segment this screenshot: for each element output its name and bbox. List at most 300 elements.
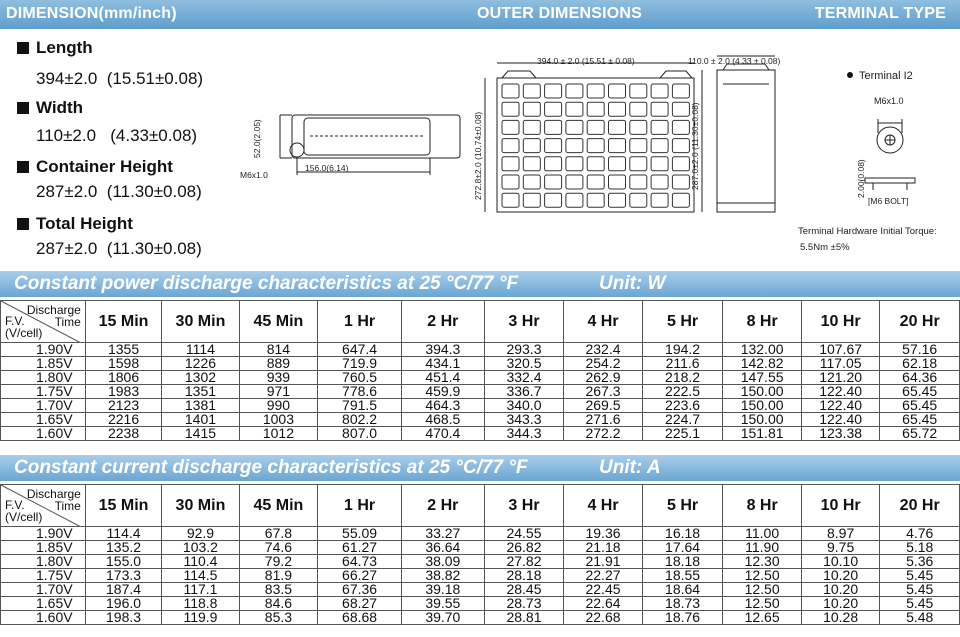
table-cell: 5.36 <box>880 555 960 569</box>
table-cell: 155.0 <box>85 555 161 569</box>
cell-block <box>502 120 519 134</box>
table-cell: 5.48 <box>880 611 960 625</box>
table-cell: 262.9 <box>564 371 643 385</box>
final-voltage-cell: 1.90V <box>1 343 86 357</box>
column-header: 45 Min <box>239 485 318 527</box>
table-cell: 807.0 <box>318 427 402 441</box>
battery-side-view <box>717 56 775 212</box>
cell-block <box>566 120 583 134</box>
cell-block <box>651 157 668 171</box>
cell-block <box>502 175 519 189</box>
table-cell: 4.76 <box>880 527 960 541</box>
column-header: 2 Hr <box>401 301 484 343</box>
table-cell: 65.45 <box>880 399 960 413</box>
table-cell: 269.5 <box>564 399 643 413</box>
cell-block <box>566 193 583 207</box>
table-cell: 802.2 <box>318 413 402 427</box>
front-view-total-height-label: 272.8±2.0 (10.74±0.08) <box>473 111 483 200</box>
column-header: 15 Min <box>85 301 161 343</box>
table-cell: 791.5 <box>318 399 402 413</box>
table-cell: 1401 <box>162 413 239 427</box>
table-cell: 26.82 <box>484 541 564 555</box>
column-header: 30 Min <box>162 301 239 343</box>
cell-block <box>609 193 626 207</box>
table-cell: 17.64 <box>642 541 723 555</box>
cell-block <box>502 157 519 171</box>
cell-block <box>502 102 519 116</box>
table-cell: 27.82 <box>484 555 564 569</box>
cell-block <box>545 139 562 153</box>
final-voltage-cell: 1.60V <box>1 427 86 441</box>
table-cell: 464.3 <box>401 399 484 413</box>
table-cell: 470.4 <box>401 427 484 441</box>
cell-block <box>523 139 540 153</box>
table-row <box>1 385 960 399</box>
cell-block <box>545 102 562 116</box>
table-cell: 150.00 <box>723 385 802 399</box>
table-cell: 81.9 <box>239 569 318 583</box>
bullet-square-icon <box>17 161 29 173</box>
column-header: 4 Hr <box>564 485 643 527</box>
cell-block <box>566 175 583 189</box>
table-cell: 147.55 <box>723 371 802 385</box>
corner-discharge-label: Discharge <box>26 303 81 317</box>
cell-block <box>609 120 626 134</box>
column-header: 30 Min <box>162 485 239 527</box>
table-cell: 18.76 <box>642 611 723 625</box>
cell-block <box>651 120 668 134</box>
table-cell: 28.73 <box>484 597 564 611</box>
cell-block <box>651 139 668 153</box>
table-cell: 64.36 <box>880 371 960 385</box>
table-cell: 33.27 <box>401 527 484 541</box>
cell-block <box>566 139 583 153</box>
final-voltage-cell: 1.90V <box>1 527 86 541</box>
table-cell: 336.7 <box>484 385 564 399</box>
table-cell: 65.72 <box>880 427 960 441</box>
cell-block <box>523 120 540 134</box>
table-cell: 173.3 <box>85 569 161 583</box>
table-cell: 12.50 <box>723 597 802 611</box>
table-cell: 119.9 <box>162 611 239 625</box>
table-cell: 114.5 <box>162 569 239 583</box>
table-cell: 85.3 <box>239 611 318 625</box>
table-cell: 62.18 <box>880 357 960 371</box>
cell-block <box>609 84 626 98</box>
table-cell: 114.4 <box>85 527 161 541</box>
dimension-value-length: 394±2.0 (15.51±0.08) <box>36 69 204 88</box>
cell-block <box>609 157 626 171</box>
table-cell: 254.2 <box>564 357 643 371</box>
table-cell: 118.8 <box>162 597 239 611</box>
terminal-detail-view <box>865 119 915 190</box>
table-cell: 990 <box>239 399 318 413</box>
table-cell: 65.45 <box>880 413 960 427</box>
cell-block <box>502 84 519 98</box>
terminal-bullet-icon <box>847 72 853 78</box>
table-row <box>1 541 960 555</box>
dimension-value-width: 110±2.0 (4.33±0.08) <box>36 126 198 145</box>
top-view-offset-label: 156.0(6.14) <box>305 163 349 173</box>
column-header: 20 Hr <box>880 301 960 343</box>
table-cell: 122.40 <box>801 399 880 413</box>
column-header: 15 Min <box>85 485 161 527</box>
table-cell: 10.10 <box>801 555 880 569</box>
table-cell: 18.73 <box>642 597 723 611</box>
final-voltage-cell: 1.85V <box>1 541 86 555</box>
table-cell: 343.3 <box>484 413 564 427</box>
cell-block <box>566 84 583 98</box>
table-cell: 218.2 <box>642 371 723 385</box>
front-view-length-label: 394.0 ± 2.0 (15.51 ± 0.08) <box>537 56 635 66</box>
bullet-square-icon <box>17 42 29 54</box>
table-cell: 103.2 <box>162 541 239 555</box>
current-discharge-table <box>0 484 960 625</box>
table-cell: 18.18 <box>642 555 723 569</box>
cell-block <box>630 193 647 207</box>
table-cell: 117.1 <box>162 583 239 597</box>
top-view-height-label: 52.0(2.05) <box>252 119 262 158</box>
final-voltage-cell: 1.60V <box>1 611 86 625</box>
table-cell: 21.91 <box>564 555 643 569</box>
final-voltage-cell: 1.70V <box>1 583 86 597</box>
table-row <box>1 399 960 413</box>
column-header: 3 Hr <box>484 485 564 527</box>
table-cell: 198.3 <box>85 611 161 625</box>
cell-block <box>651 102 668 116</box>
table-row <box>1 527 960 541</box>
cell-block <box>630 84 647 98</box>
table-cell: 320.5 <box>484 357 564 371</box>
column-header: 10 Hr <box>801 301 880 343</box>
table-cell: 39.18 <box>401 583 484 597</box>
table-header-row <box>1 301 960 343</box>
table-cell: 12.50 <box>723 583 802 597</box>
column-header: 45 Min <box>239 301 318 343</box>
table-cell: 434.1 <box>401 357 484 371</box>
table-row <box>1 611 960 625</box>
table-cell: 1598 <box>85 357 161 371</box>
table-cell: 194.2 <box>642 343 723 357</box>
table-cell: 22.64 <box>564 597 643 611</box>
table-row <box>1 427 960 441</box>
cell-block <box>523 175 540 189</box>
cell-block <box>587 157 604 171</box>
table-cell: 939 <box>239 371 318 385</box>
cell-block <box>566 157 583 171</box>
cell-block <box>587 175 604 189</box>
table-cell: 719.9 <box>318 357 402 371</box>
table-cell: 459.9 <box>401 385 484 399</box>
front-view-cell-grid <box>502 84 689 207</box>
table-cell: 394.3 <box>401 343 484 357</box>
table-cell: 64.73 <box>318 555 402 569</box>
column-header: 2 Hr <box>401 485 484 527</box>
final-voltage-cell: 1.80V <box>1 371 86 385</box>
column-header: 1 Hr <box>318 301 402 343</box>
front-view-height-label: 287.0±2.0 (11.30±0.08) <box>690 102 700 190</box>
table-cell: 223.6 <box>642 399 723 413</box>
table-cell: 1415 <box>162 427 239 441</box>
table-cell: 83.5 <box>239 583 318 597</box>
table-row <box>1 343 960 357</box>
table-cell: 5.18 <box>880 541 960 555</box>
table-cell: 117.05 <box>801 357 880 371</box>
table-row <box>1 569 960 583</box>
table-cell: 150.00 <box>723 413 802 427</box>
cell-block <box>609 175 626 189</box>
table-cell: 38.09 <box>401 555 484 569</box>
cell-block <box>523 157 540 171</box>
table-cell: 5.45 <box>880 583 960 597</box>
final-voltage-cell: 1.85V <box>1 357 86 371</box>
table-cell: 19.36 <box>564 527 643 541</box>
table-cell: 12.30 <box>723 555 802 569</box>
power-table-title-bar <box>0 271 960 297</box>
corner-fv-label: F.V. <box>5 314 25 328</box>
terminal-depth-label: 2.00(0.08) <box>856 159 866 198</box>
corner-per-cell-label: (V/cell) <box>5 326 43 340</box>
cell-block <box>651 84 668 98</box>
table-cell: 68.27 <box>318 597 402 611</box>
table-cell: 22.68 <box>564 611 643 625</box>
table-cell: 135.2 <box>85 541 161 555</box>
table-cell: 196.0 <box>85 597 161 611</box>
table-cell: 74.6 <box>239 541 318 555</box>
column-header: 1 Hr <box>318 485 402 527</box>
column-header: 3 Hr <box>484 301 564 343</box>
table-cell: 272.2 <box>564 427 643 441</box>
table-cell: 267.3 <box>564 385 643 399</box>
table-header-row <box>1 485 960 527</box>
final-voltage-cell: 1.75V <box>1 385 86 399</box>
current-table-title-bar <box>0 455 960 481</box>
top-view-terminal-label: M6x1.0 <box>240 170 268 180</box>
table-cell: 10.20 <box>801 583 880 597</box>
dimension-value-total-height: 287±2.0 (11.30±0.08) <box>36 239 202 258</box>
dimension-label-length: Length <box>17 38 93 58</box>
cell-block <box>630 139 647 153</box>
table-cell: 778.6 <box>318 385 402 399</box>
table-cell: 10.28 <box>801 611 880 625</box>
table-cell: 1003 <box>239 413 318 427</box>
column-header: 10 Hr <box>801 485 880 527</box>
table-cell: 814 <box>239 343 318 357</box>
table-cell: 2123 <box>85 399 161 413</box>
table-cell: 1355 <box>85 343 161 357</box>
table-cell: 18.55 <box>642 569 723 583</box>
cell-block <box>630 157 647 171</box>
corner-discharge-label: Discharge <box>26 487 81 501</box>
side-view-width-label: 110.0 ± 2.0 (4.33 ± 0.08) <box>688 56 781 66</box>
table-row <box>1 413 960 427</box>
table-cell: 39.70 <box>401 611 484 625</box>
dimension-label-container-height: Container Height <box>17 157 173 177</box>
cell-block <box>651 193 668 207</box>
cell-block <box>672 157 689 171</box>
table-cell: 22.27 <box>564 569 643 583</box>
battery-front-view <box>485 63 702 212</box>
table-cell: 12.65 <box>723 611 802 625</box>
corner-time-label: Time <box>54 499 81 513</box>
column-header: 5 Hr <box>642 485 723 527</box>
table-cell: 2238 <box>85 427 161 441</box>
table-cell: 889 <box>239 357 318 371</box>
cell-block <box>523 84 540 98</box>
table-cell: 28.45 <box>484 583 564 597</box>
table-cell: 2216 <box>85 413 161 427</box>
table-cell: 28.81 <box>484 611 564 625</box>
table-cell: 67.36 <box>318 583 402 597</box>
table-cell: 293.3 <box>484 343 564 357</box>
table-cell: 22.45 <box>564 583 643 597</box>
outer-dimensions-title: OUTER DIMENSIONS <box>477 5 642 22</box>
table-cell: 647.4 <box>318 343 402 357</box>
column-header: 8 Hr <box>723 485 802 527</box>
cell-block <box>545 175 562 189</box>
table-cell: 10.20 <box>801 597 880 611</box>
table-cell: 187.4 <box>85 583 161 597</box>
cell-block <box>523 193 540 207</box>
cell-block <box>672 193 689 207</box>
table-cell: 121.20 <box>801 371 880 385</box>
cell-block <box>609 139 626 153</box>
cell-block <box>630 102 647 116</box>
final-voltage-cell: 1.65V <box>1 413 86 427</box>
table-cell: 9.75 <box>801 541 880 555</box>
corner-fv-label: F.V. <box>5 498 25 512</box>
cell-block <box>587 193 604 207</box>
terminal-name-label: Terminal I2 <box>859 70 913 82</box>
table-cell: 211.6 <box>642 357 723 371</box>
cell-block <box>630 175 647 189</box>
final-voltage-cell: 1.70V <box>1 399 86 413</box>
table-cell: 123.38 <box>801 427 880 441</box>
table-cell: 225.1 <box>642 427 723 441</box>
table-cell: 340.0 <box>484 399 564 413</box>
cell-block <box>587 102 604 116</box>
cell-block <box>672 120 689 134</box>
table-cell: 1381 <box>162 399 239 413</box>
cell-block <box>545 157 562 171</box>
table-corner-header <box>1 485 86 527</box>
cell-block <box>545 84 562 98</box>
table-cell: 1351 <box>162 385 239 399</box>
table-cell: 760.5 <box>318 371 402 385</box>
power-table-unit: Unit: W <box>599 273 666 294</box>
table-cell: 1806 <box>85 371 161 385</box>
cell-block <box>502 193 519 207</box>
table-cell: 1114 <box>162 343 239 357</box>
torque-label: Terminal Hardware Initial Torque: <box>798 226 937 237</box>
table-cell: 10.20 <box>801 569 880 583</box>
torque-value: 5.5Nm ±5% <box>800 242 850 253</box>
terminal-thread-label: M6x1.0 <box>874 96 904 106</box>
column-header: 8 Hr <box>723 301 802 343</box>
table-cell: 11.90 <box>723 541 802 555</box>
column-header: 20 Hr <box>880 485 960 527</box>
table-cell: 271.6 <box>564 413 643 427</box>
table-row <box>1 597 960 611</box>
final-voltage-cell: 1.80V <box>1 555 86 569</box>
table-cell: 36.64 <box>401 541 484 555</box>
table-cell: 57.16 <box>880 343 960 357</box>
corner-time-label: Time <box>54 315 81 329</box>
table-cell: 28.18 <box>484 569 564 583</box>
table-cell: 1012 <box>239 427 318 441</box>
final-voltage-cell: 1.75V <box>1 569 86 583</box>
cell-block <box>523 102 540 116</box>
cell-block <box>609 102 626 116</box>
table-cell: 971 <box>239 385 318 399</box>
table-cell: 39.55 <box>401 597 484 611</box>
table-cell: 5.45 <box>880 569 960 583</box>
bullet-square-icon <box>17 102 29 114</box>
table-cell: 55.09 <box>318 527 402 541</box>
table-cell: 21.18 <box>564 541 643 555</box>
table-cell: 132.00 <box>723 343 802 357</box>
table-cell: 38.82 <box>401 569 484 583</box>
cell-block <box>630 120 647 134</box>
table-cell: 468.5 <box>401 413 484 427</box>
table-cell: 107.67 <box>801 343 880 357</box>
dimension-title: DIMENSION(mm/inch) <box>6 5 177 22</box>
cell-block <box>651 175 668 189</box>
corner-per-cell-label: (V/cell) <box>5 510 43 524</box>
cell-block <box>545 193 562 207</box>
terminal-bolt-label: [M6 BOLT] <box>868 196 909 206</box>
final-voltage-cell: 1.65V <box>1 597 86 611</box>
cell-block <box>587 139 604 153</box>
table-cell: 151.81 <box>723 427 802 441</box>
table-cell: 1226 <box>162 357 239 371</box>
table-cell: 65.45 <box>880 385 960 399</box>
table-cell: 79.2 <box>239 555 318 569</box>
cell-block <box>672 84 689 98</box>
table-row <box>1 555 960 569</box>
table-cell: 8.97 <box>801 527 880 541</box>
section-header-bar <box>0 0 960 29</box>
table-cell: 344.3 <box>484 427 564 441</box>
table-cell: 122.40 <box>801 385 880 399</box>
cell-block <box>672 139 689 153</box>
dimension-value-container-height: 287±2.0 (11.30±0.08) <box>36 182 202 201</box>
table-cell: 5.45 <box>880 597 960 611</box>
table-cell: 68.68 <box>318 611 402 625</box>
table-row <box>1 357 960 371</box>
current-table-unit: Unit: A <box>599 457 661 478</box>
table-cell: 1983 <box>85 385 161 399</box>
table-cell: 1302 <box>162 371 239 385</box>
outer-dimensions-drawing <box>240 40 960 262</box>
power-table-title: Constant power discharge characteristics at 25 °C/77 °F <box>14 273 519 294</box>
table-cell: 92.9 <box>162 527 239 541</box>
table-cell: 451.4 <box>401 371 484 385</box>
table-row <box>1 583 960 597</box>
table-cell: 222.5 <box>642 385 723 399</box>
table-cell: 24.55 <box>484 527 564 541</box>
table-cell: 18.64 <box>642 583 723 597</box>
table-corner-header <box>1 301 86 343</box>
cell-block <box>587 84 604 98</box>
cell-block <box>502 139 519 153</box>
cell-block <box>672 102 689 116</box>
table-cell: 84.6 <box>239 597 318 611</box>
table-cell: 11.00 <box>723 527 802 541</box>
dimension-label-width: Width <box>17 98 83 118</box>
table-cell: 150.00 <box>723 399 802 413</box>
table-cell: 142.82 <box>723 357 802 371</box>
